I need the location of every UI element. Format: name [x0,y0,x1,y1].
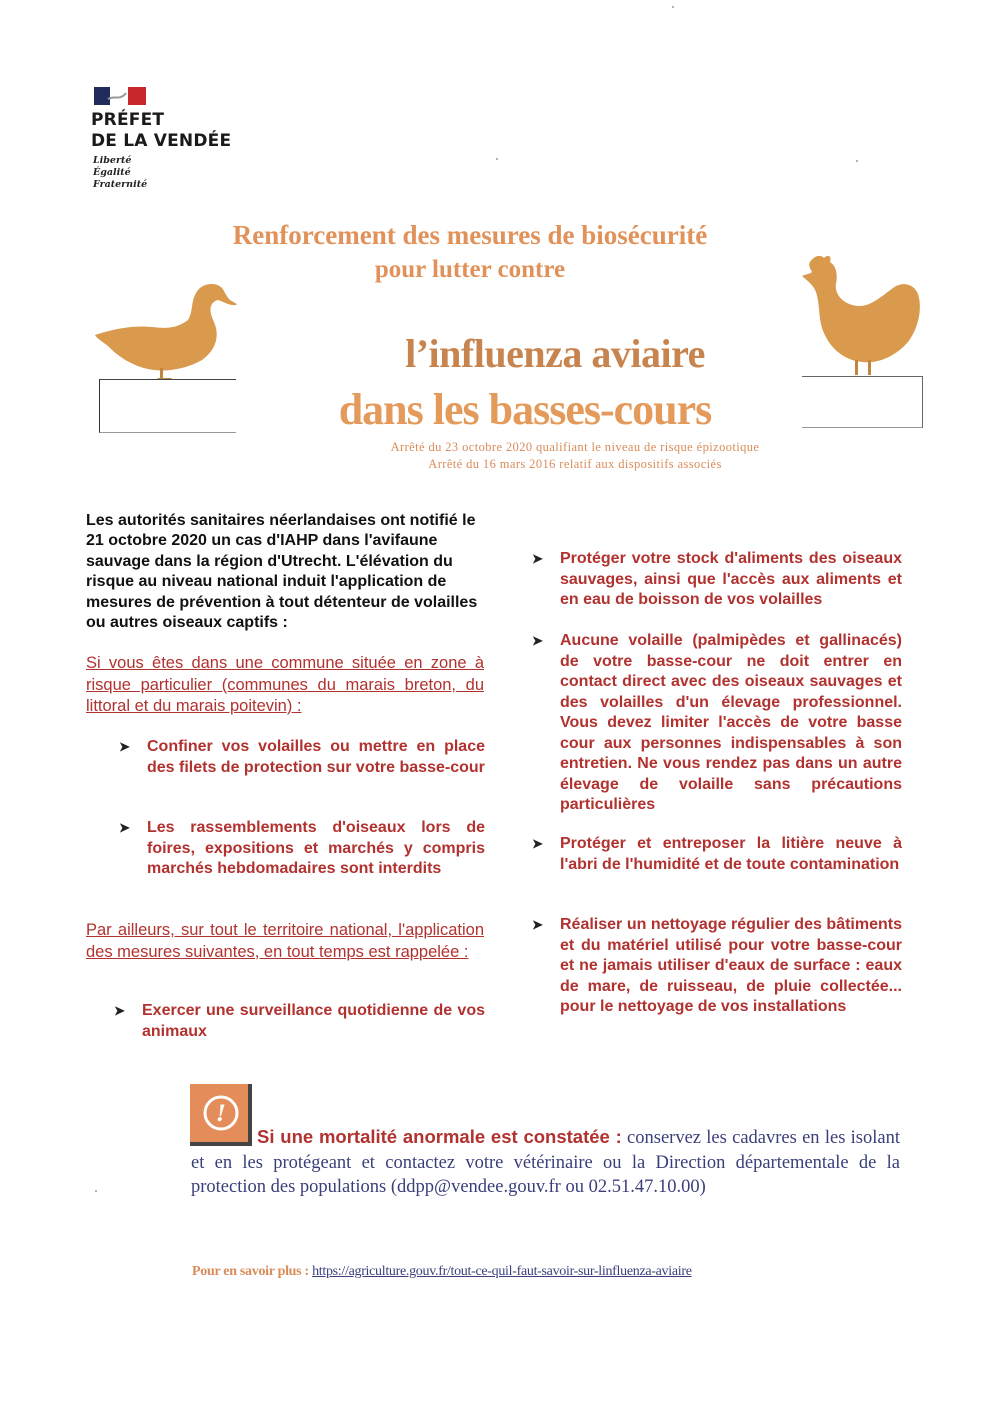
bullet-item [532,631,902,816]
zone-section-title: Si vous êtes dans une commune située en zone à risque particulier (communes du marais breton, du littoral et du marais poitevin) : [86,654,484,715]
footer-label: Pour en savoir plus : [192,1264,313,1279]
bullet-text: Aucune volaille (palmipèdes et gallinacés) de votre basse-cour ne doit entrer en contact direct avec des oiseaux sauvages et des volailles d'un élevage professionnel. Vous devez limiter l'accès de votre basse cour aux personnes indispensables à son entretien. Ne vous rendez pas dans un autre élevage de volaille sans précautions particulières [560,632,902,813]
bullet-text: Réaliser un nettoyage régulier des bâtiments et du matériel utilisé pour votre basse-cour et ne jamais utiliser d'eaux de surface : eaux de mare, de ruisseau, de pluie collectée... pour le nettoyage de vos installations [560,916,902,1015]
regulation-references [330,439,820,473]
hen-icon [800,250,925,380]
logo-line-2: DE LA VENDÉE [91,131,232,151]
arrete-line-2: Arrêté du 16 mars 2016 relatif aux dispositifs associés [428,457,722,471]
motto-fraternite: Fraternité [93,179,148,190]
motto-liberte: Liberté [93,155,132,166]
page-title-line-3: l’influenza aviaire [405,331,705,376]
duck-icon [90,280,240,385]
intro-paragraph: Les autorités sanitaires néerlandaises ont notifié le 21 octobre 2020 un cas d'IAHP dans l'avifaune sauvage dans la région d'Utrecht. L'élévation du risque au niveau national induit l'application de mesures de prévention à tout détenteur de volailles ou autres oiseaux captifs : [86,512,478,632]
bullet-arrow-icon: ➤ [532,633,543,648]
bullet-item [532,915,902,1018]
alert-body: conservez les cadavres en les isolant et en les protégeant et contactez votre vétérinaire ou la Direction départementale de la protection des populations (ddpp@vendee.gouv.fr ou 02.51.47.10.00) [191,1128,900,1197]
motto-egalite: Égalité [93,167,131,178]
bullet-arrow-icon: ➤ [532,917,543,932]
page-title-line-1: Renforcement des mesures de biosécurité [232,220,708,250]
bullet-arrow-icon: ➤ [114,1003,125,1018]
bullet-text: Les rassemblements d'oiseaux lors de foires, expositions et marchés y compris marchés hebdomadaires sont interdits [147,819,485,877]
hen-frame [802,376,923,428]
logo-line-1: PRÉFET [91,110,165,130]
footer-more-info [192,1264,692,1280]
republic-motto [93,155,147,191]
bullet-arrow-icon: ➤ [532,836,543,851]
arrete-line-1: Arrêté du 23 octobre 2020 qualifiant le niveau de risque épizootique [390,440,760,454]
bullet-arrow-icon: ➤ [119,739,130,754]
bullet-text: Protéger votre stock d'aliments des oiseaux sauvages, ainsi que l'accès aux aliments et en eau de boisson de vos volailles [560,550,902,608]
more-info-link[interactable]: https://agriculture.gouv.fr/tout-ce-quil-faut-savoir-sur-linfluenza-aviaire [312,1264,692,1279]
page-title-line-4: dans les basses-cours [338,385,712,434]
bullet-text: Exercer une surveillance quotidienne de vos animaux [142,1002,485,1040]
bullet-item [532,549,902,611]
bullet-item [119,818,485,880]
bullet-arrow-icon: ➤ [119,820,130,835]
bullet-item [119,737,485,778]
republic-flag-icon [94,87,146,105]
bullet-text: Confiner vos volailles ou mettre en place des filets de protection sur votre basse-cour [147,738,485,776]
scan-speck [672,6,674,8]
bullet-text: Protéger et entreposer la litière neuve à l'abri de l'humidité et de toute contamination [560,835,902,873]
alert-lead: Si une mortalité anormale est constatée : [257,1126,622,1147]
scan-speck [856,160,858,162]
national-section-title: Par ailleurs, sur tout le territoire national, l'application des mesures suivantes, en tout temps est rappelée : [86,921,484,961]
alert-paragraph [191,1125,900,1200]
warning-symbol: ! [216,1101,226,1127]
scan-speck [496,158,498,160]
page-title-line-2: pour lutter contre [374,256,566,283]
prefecture-logo-title [91,110,231,152]
scan-speck [95,1190,97,1192]
bullet-arrow-icon: ➤ [532,551,543,566]
bullet-item [114,1001,485,1042]
bullet-item [532,834,902,875]
duck-frame [99,379,236,433]
